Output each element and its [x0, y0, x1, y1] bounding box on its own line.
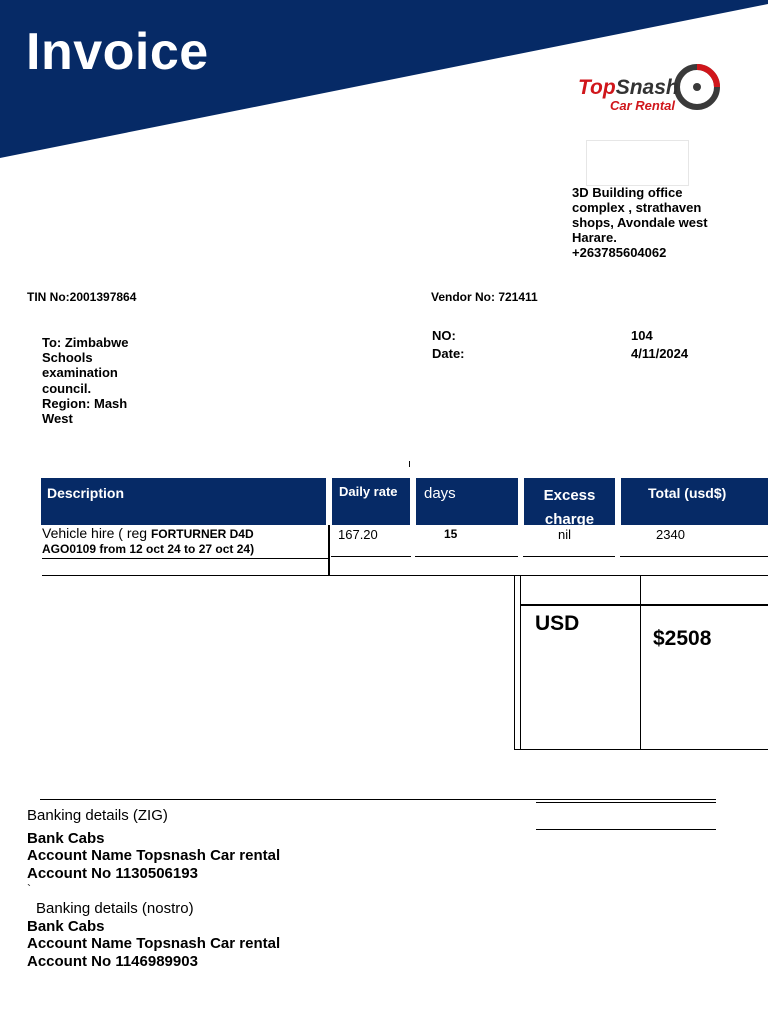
recipient-line: Region: Mash	[42, 395, 128, 411]
banking-zig	[27, 807, 280, 882]
table-divider	[331, 556, 411, 557]
summary-border	[520, 575, 521, 750]
address-line: 3D Building office	[572, 185, 683, 200]
header-excess-line2: charge	[544, 511, 595, 528]
header-days: days	[416, 478, 518, 525]
summary-border	[514, 749, 768, 750]
table-divider	[42, 558, 328, 559]
address-phone: +263785604062	[572, 245, 667, 260]
banking-zig-heading: Banking details (ZIG)	[27, 807, 168, 824]
banking-nostro	[27, 900, 280, 970]
summary-border	[521, 604, 768, 606]
stray-backtick: `	[27, 882, 31, 896]
logo-brand-top: TopSnash	[578, 76, 679, 99]
recipient-line: West	[42, 411, 73, 427]
row-description-dates: AGO0109 from 12 oct 24 to 27 oct 24)	[42, 542, 255, 556]
header-description: Description	[41, 478, 326, 525]
table-divider	[620, 556, 768, 557]
row-description-text: Vehicle hire ( reg	[42, 525, 151, 541]
invoice-no-value: 104	[631, 328, 653, 343]
row-description	[42, 526, 327, 557]
row-description-reg: FORTURNER D4D	[150, 527, 254, 541]
invoice-no-label: NO:	[432, 328, 456, 343]
signature-line	[536, 829, 716, 830]
recipient-line: Schools	[42, 350, 93, 366]
summary-border	[640, 575, 641, 750]
row-excess: nil	[558, 527, 572, 542]
table-divider	[328, 525, 330, 575]
recipient-line: examination	[42, 365, 118, 381]
banking-zig-account-name: Account Name Topsnash Car rental	[27, 847, 281, 864]
logo-placeholder-box	[586, 140, 689, 186]
banking-nostro-bank: Bank Cabs	[27, 917, 105, 935]
invoice-date-label: Date:	[432, 346, 465, 361]
table-divider	[415, 556, 518, 557]
table-divider	[523, 556, 615, 557]
summary-amount: $2508	[653, 627, 712, 650]
table-divider	[42, 575, 768, 576]
company-address	[572, 185, 752, 260]
row-total: 2340	[656, 527, 685, 542]
recipient-block	[42, 335, 152, 426]
section-divider	[40, 799, 716, 800]
invoice-date-value: 4/11/2024	[631, 346, 689, 361]
recipient-line: council.	[42, 380, 92, 396]
address-line: shops, Avondale west	[572, 215, 708, 230]
company-logo	[578, 60, 724, 122]
page-title: Invoice	[26, 23, 209, 81]
banking-zig-account-no: Account No 1130506193	[27, 864, 198, 882]
row-daily-rate: 167.20	[338, 527, 378, 542]
logo-brand-bottom: Car Rental	[610, 98, 676, 113]
vendor-number: Vendor No: 721411	[431, 290, 538, 304]
signature-line	[536, 802, 716, 803]
row-days: 15	[444, 527, 458, 541]
stray-mark: ı	[408, 458, 412, 470]
header-excess-charge	[524, 478, 615, 528]
header-excess-line1: Excess	[543, 487, 596, 504]
recipient-line: To: Zimbabwe	[42, 335, 129, 350]
summary-currency: USD	[535, 612, 580, 635]
banking-zig-bank: Bank Cabs	[27, 829, 105, 847]
banking-nostro-account-no: Account No 1146989903	[27, 952, 198, 970]
address-line: complex , strathaven	[572, 200, 702, 215]
address-line: Harare.	[572, 230, 617, 245]
banking-nostro-account-name: Account Name Topsnash Car rental	[27, 935, 281, 952]
tin-number: TIN No:2001397864	[27, 290, 137, 304]
header-total: Total (usd$)	[621, 478, 768, 525]
banking-nostro-heading: Banking details (nostro)	[36, 900, 194, 917]
summary-border	[514, 575, 515, 750]
header-daily-rate: Daily rate	[332, 478, 410, 525]
